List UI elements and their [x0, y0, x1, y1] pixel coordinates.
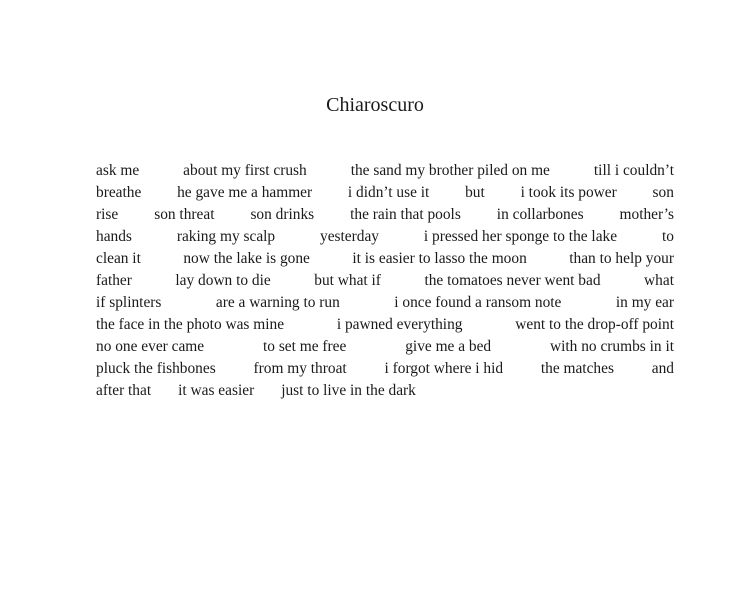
poem-phrase: after that	[96, 382, 152, 399]
poem-phrase: i took its power	[520, 184, 617, 201]
poem-phrase: than to help your	[569, 250, 674, 267]
poem-phrase: the tomatoes never went bad	[424, 272, 601, 289]
poem-phrase: raking my scalp	[176, 228, 276, 245]
poem-phrase: i once found a ransom note	[394, 294, 562, 311]
poem-phrase: yesterday	[320, 228, 379, 245]
poem-phrase: lay down to die	[175, 272, 271, 289]
poem-line	[96, 358, 674, 380]
poem-line	[96, 160, 674, 182]
poem-phrase: are a warning to run	[215, 294, 340, 311]
poem-phrase: clean it	[96, 250, 141, 267]
poem-phrase: the rain that pools	[350, 206, 461, 223]
poem-phrase: to set me free	[263, 338, 347, 355]
poem-phrase: i didn’t use it	[347, 184, 430, 201]
poem-phrase: about my first crush	[183, 162, 307, 179]
poem-phrase: went to the drop-off point	[515, 316, 674, 333]
poem-phrase: father	[96, 272, 132, 289]
poem-phrase: if splinters	[96, 294, 162, 311]
poem-line	[96, 226, 674, 248]
poem-phrase: the sand my brother piled on me	[350, 162, 550, 179]
poem-phrase: the matches	[540, 360, 614, 377]
poem-phrase: son	[652, 184, 674, 201]
poem-phrase: no one ever came	[96, 338, 205, 355]
poem-phrase: hands	[96, 228, 132, 245]
poem-title: Chiaroscuro	[326, 94, 424, 116]
poem-line	[96, 380, 674, 402]
poem-line	[96, 182, 674, 204]
poem-phrase: mother’s	[619, 206, 674, 223]
poem-phrase: it is easier to lasso the moon	[352, 250, 527, 267]
poem-phrase: now the lake is gone	[183, 250, 310, 267]
poem-phrase: i forgot where i hid	[384, 360, 504, 377]
poem-phrase: give me a bed	[405, 338, 492, 355]
poem-phrase: son drinks	[250, 206, 315, 223]
poem-phrase: just to live in the dark	[281, 382, 416, 399]
poem-phrase: but	[465, 184, 485, 201]
poem-phrase: to	[661, 228, 674, 245]
poem-line	[96, 292, 674, 314]
poem-line	[96, 204, 674, 226]
poem-phrase: the face in the photo was mine	[96, 316, 285, 333]
poem-line	[96, 336, 674, 358]
poem-phrase: i pawned everything	[336, 316, 463, 333]
poem-phrase: son threat	[154, 206, 215, 223]
poem-phrase: pluck the fishbones	[96, 360, 216, 377]
poem-line	[96, 270, 674, 292]
poem-phrase: i pressed her sponge to the lake	[423, 228, 618, 245]
poem-line	[96, 248, 674, 270]
poem-phrase: and	[651, 360, 674, 377]
poem-phrase: what	[644, 272, 674, 289]
poem-body	[96, 160, 674, 402]
poem-phrase: rise	[96, 206, 119, 223]
poem-phrase: he gave me a hammer	[177, 184, 313, 201]
poem-phrase: with no crumbs in it	[550, 338, 674, 355]
poem-phrase: till i couldn’t	[593, 162, 674, 179]
poem-phrase: in collarbones	[496, 206, 584, 223]
poem-phrase: from my throat	[253, 360, 347, 377]
poem-phrase: ask me	[96, 162, 140, 179]
poem-phrase: in my ear	[615, 294, 674, 311]
poem-line	[96, 314, 674, 336]
poem-phrase: but what if	[314, 272, 381, 289]
poem-phrase: it was easier	[178, 382, 255, 399]
poem-phrase: breathe	[96, 184, 142, 201]
